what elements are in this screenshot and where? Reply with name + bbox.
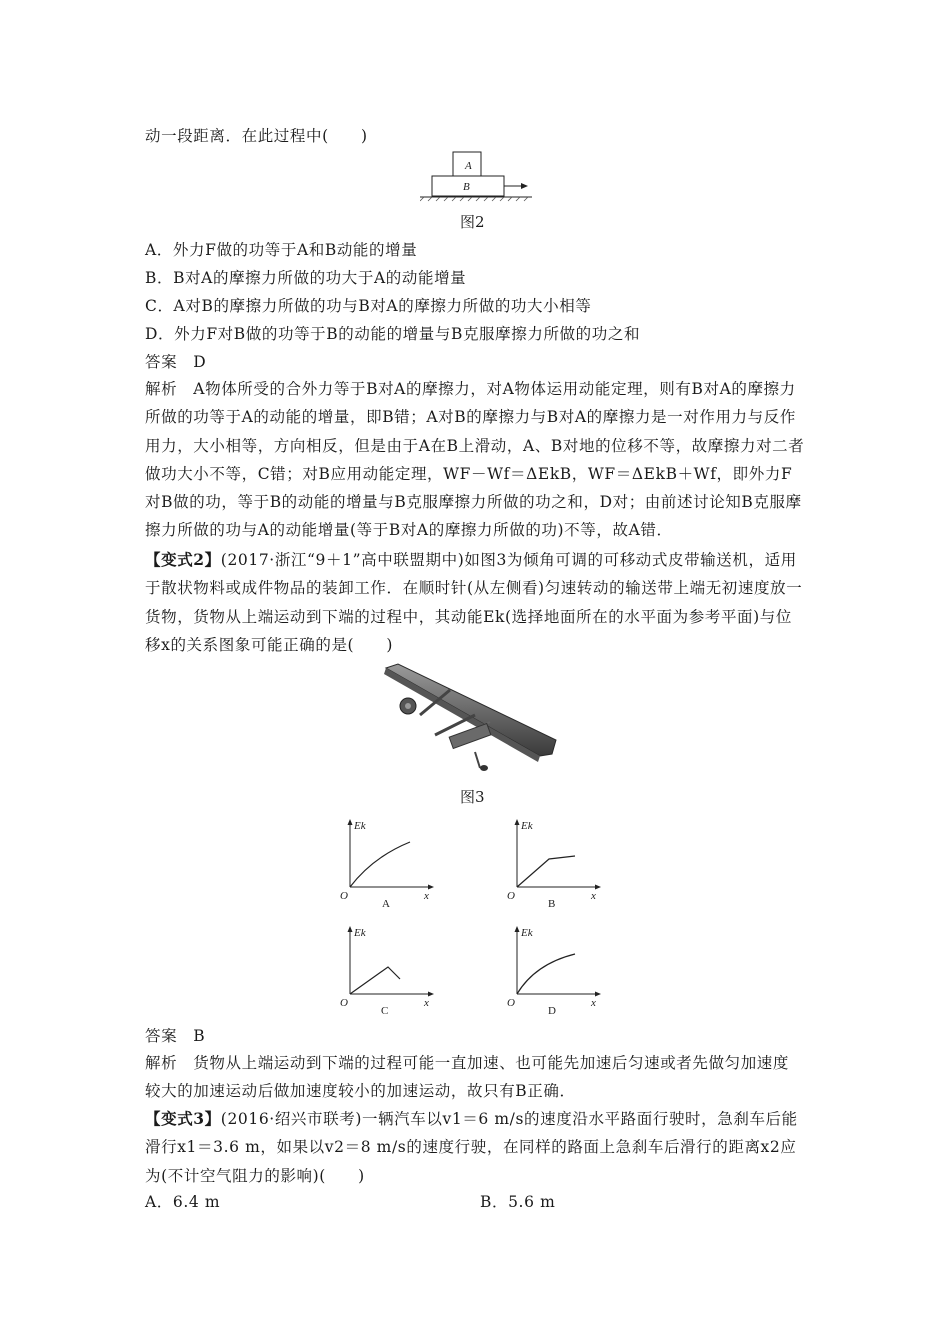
graph-b-label: B bbox=[548, 898, 556, 910]
block-a-label: A bbox=[465, 160, 472, 172]
analysis-1: 解析 A物体所受的合外力等于B对A的摩擦力，对A物体运用动能定理，则有B对A的摩擦力所做的功等于A的动能的增量，即B错；A对B的摩擦力与B对A的摩擦力是一对作用力与反作用力，大小相等，方向相反，但是由于A在B上滑动，A、B对地的位移不等，故摩擦力对二者做功大小不等，C错；对B应用动能定理，WF－Wf＝ΔEkB，WF＝ΔEkB＋Wf，即外力F对B做的功，等于B的动能的增量与B克服摩擦力所做的功之和，D对；由前述讨论知B克服摩擦力所做的功与A的动能增量(等于B对A的摩擦力所做的功)不等，故A错． bbox=[145, 380, 805, 540]
graph-d-label: D bbox=[548, 1005, 556, 1017]
graph-d bbox=[505, 922, 605, 1017]
graph-c bbox=[338, 922, 438, 1017]
variant-2-text: (2017·浙江“9＋1”高中联盟期中)如图3为倾角可调的可移动式皮带输送机，适用于散状物料或成件物品的装卸工作．在顺时针(从左侧看)匀速转动的输送带上端无初速度放一货物，货物从上端运动到下端的过程中，其动能Ek(选择地面所在的水平面为参考平面)与位移x的关系图象可能正确的是( ) bbox=[145, 551, 803, 654]
analysis-2: 解析 货物从上端运动到下端的过程可能一直加速、也可能先加速后匀速或者先做匀加速度较大的加速运动后做加速度较小的加速运动，故只有B正确． bbox=[145, 1054, 790, 1101]
graph-a bbox=[338, 815, 438, 910]
graph-b-origin: O bbox=[507, 890, 515, 902]
option-1-d: D．外力F对B做的功等于B的动能的增量与B克服摩擦力所做的功之和 bbox=[145, 325, 641, 343]
figure-3-conveyor bbox=[380, 660, 560, 775]
graph-d-origin: O bbox=[507, 997, 515, 1009]
graph-a-y-label: Ek bbox=[354, 820, 366, 832]
figure-3-caption: 图3 bbox=[460, 788, 485, 806]
graph-d-y-label: Ek bbox=[521, 927, 533, 939]
graph-c-x-label: x bbox=[424, 997, 429, 1009]
option-1-c: C．A对B的摩擦力所做的功与B对A的摩擦力所做的功大小相等 bbox=[145, 297, 592, 315]
option-1-b: B．B对A的摩擦力所做的功大于A的动能增量 bbox=[145, 269, 467, 287]
graph-a-label: A bbox=[382, 898, 390, 910]
graph-a-x-label: x bbox=[424, 890, 429, 902]
answer-1: 答案 D bbox=[145, 353, 207, 371]
variant-3-tag: 【变式3】 bbox=[145, 1109, 221, 1128]
option-3-a: A．6.4 m bbox=[145, 1193, 221, 1211]
option-1-a: A．外力F做的功等于A和B动能的增量 bbox=[145, 241, 418, 259]
block-b-label: B bbox=[463, 181, 470, 193]
figure-2-blocks bbox=[420, 150, 540, 206]
graph-c-origin: O bbox=[340, 997, 348, 1009]
graph-d-x-label: x bbox=[591, 997, 596, 1009]
variant-3-text: (2016·绍兴市联考)一辆汽车以v1＝6 m/s的速度沿水平路面行驶时，急刹车后能滑行x1＝3.6 m，如果以v2＝8 m/s的速度行驶，在同样的路面上急刹车后滑行的距离x2应为(不计空气阻力的影响)( ) bbox=[145, 1110, 798, 1185]
graph-a-origin: O bbox=[340, 890, 348, 902]
graph-b bbox=[505, 815, 605, 910]
intro-line: 动一段距离．在此过程中( ) bbox=[145, 127, 368, 145]
figure-2-caption: 图2 bbox=[460, 213, 485, 231]
graph-b-x-label: x bbox=[591, 890, 596, 902]
variant-2 bbox=[145, 546, 805, 659]
variant-2-tag: 【变式2】 bbox=[145, 550, 221, 569]
variant-3 bbox=[145, 1105, 805, 1190]
graph-b-y-label: Ek bbox=[521, 820, 533, 832]
answer-2: 答案 B bbox=[145, 1027, 206, 1045]
option-3-b: B．5.6 m bbox=[480, 1193, 556, 1211]
graph-c-label: C bbox=[381, 1005, 389, 1017]
graph-c-y-label: Ek bbox=[354, 927, 366, 939]
